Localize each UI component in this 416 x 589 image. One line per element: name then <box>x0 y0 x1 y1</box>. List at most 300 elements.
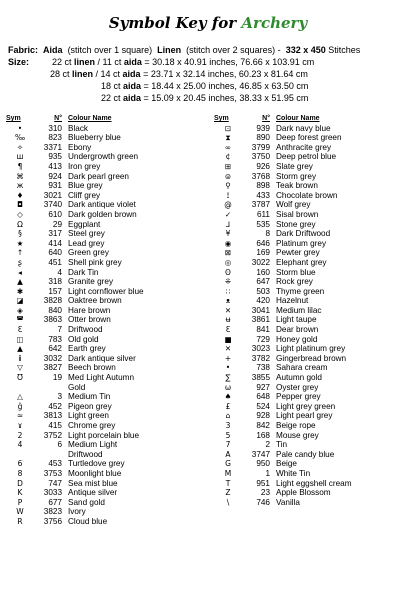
dmc-number-cell: 3753 <box>43 468 62 478</box>
table-row <box>6 296 158 306</box>
colour-name-cell: Apple Blossom <box>276 488 331 498</box>
table-row <box>6 411 158 421</box>
symbol-cell: 2 <box>17 430 23 440</box>
colour-name-cell: Beige <box>276 459 297 469</box>
dmc-number-cell: 729 <box>256 334 270 344</box>
symbol-cell: ◎ <box>224 257 232 267</box>
table-row <box>214 277 366 287</box>
table-row <box>6 239 158 249</box>
dmc-number-cell: 677 <box>48 497 62 507</box>
dmc-number-cell: 842 <box>256 421 270 430</box>
symbol-cell: ¶ <box>17 161 23 171</box>
table-row <box>214 200 366 210</box>
symbol-cell: ◉ <box>224 238 232 248</box>
colour-name-cell: Otter brown <box>68 315 111 325</box>
fabric-stitches-unit: Stitches <box>328 45 361 55</box>
table-row <box>214 181 366 191</box>
table-row <box>6 479 158 489</box>
symbol-cell: ʉ <box>225 315 231 325</box>
dmc-number-cell: 415 <box>48 421 62 430</box>
table-row <box>6 143 158 153</box>
symbol-cell: ⊡ <box>224 123 232 133</box>
table-row <box>214 325 366 335</box>
table-row <box>6 315 158 325</box>
symbol-cell: K <box>17 488 23 498</box>
colour-name-cell: Gingerbread brown <box>276 353 347 363</box>
symbol-key-table-right <box>214 114 366 507</box>
colour-name-cell: Light cornflower blue <box>68 286 144 296</box>
table-row <box>214 488 366 498</box>
colour-name-cell: Lead grey <box>68 238 105 248</box>
header-sym: Sym <box>6 115 21 122</box>
symbol-cell: R <box>17 516 23 526</box>
colour-name-cell: Eggplant <box>68 219 101 229</box>
symbol-cell: ∞ <box>224 142 232 152</box>
table-row <box>6 431 158 441</box>
colour-name-cell: Driftwood <box>68 325 103 335</box>
header-num: N° <box>262 115 270 122</box>
table-row <box>214 383 366 393</box>
colour-name-cell: Antique silver <box>68 488 118 498</box>
dmc-number-cell: 3861 <box>251 315 270 325</box>
dmc-number-cell: 3750 <box>251 152 270 162</box>
symbol-cell: £ <box>225 401 231 411</box>
table-row <box>6 402 158 412</box>
colour-name-cell: Dark Tin <box>68 267 99 277</box>
symbol-cell: W <box>16 507 24 517</box>
colour-name-cell: Gold <box>68 382 86 392</box>
symbol-cell: ⧗ <box>225 133 231 143</box>
symbol-cell: ♠ <box>224 392 232 402</box>
table-row <box>6 258 158 268</box>
table-row <box>214 469 366 479</box>
dmc-number-cell: 3799 <box>251 142 270 152</box>
dmc-number-cell: 823 <box>48 133 62 143</box>
dmc-number-cell: 535 <box>256 219 270 229</box>
table-row <box>6 335 158 345</box>
fabric-stitches: 332 x 450 <box>285 45 326 55</box>
dmc-number-cell: 3827 <box>43 363 62 373</box>
table-row <box>6 383 158 393</box>
table-row <box>214 431 366 441</box>
symbol-cell: ■ <box>224 334 232 344</box>
dmc-number-cell: 610 <box>48 209 62 219</box>
table-row <box>6 363 158 373</box>
table-row <box>214 392 366 402</box>
dmc-number-cell: 3371 <box>43 142 62 152</box>
colour-name-cell: Ebony <box>68 142 92 152</box>
dmc-number-cell: 7 <box>57 325 62 335</box>
symbol-cell: ğ <box>17 401 23 411</box>
dmc-number-cell: 928 <box>256 411 270 421</box>
table-row <box>214 287 366 297</box>
colour-name-cell: Earth grey <box>68 344 106 354</box>
table-row <box>6 392 158 402</box>
dmc-number-cell: 926 <box>256 161 270 171</box>
colour-name-cell: Cloud blue <box>68 516 108 526</box>
symbol-cell: ↑ <box>16 248 24 258</box>
colour-name-cell: Sea mist blue <box>68 478 118 488</box>
table-row <box>214 152 366 162</box>
colour-name-cell: Chocolate brown <box>276 190 338 200</box>
colour-name-cell: Deep forest green <box>276 133 342 143</box>
colour-name-cell: Medium lilac <box>276 305 322 315</box>
dmc-number-cell: 4 <box>57 267 62 277</box>
table-row <box>6 517 158 527</box>
colour-name-cell: Pale candy blue <box>276 449 335 459</box>
dmc-number-cell: 414 <box>48 238 62 248</box>
symbol-cell: ≈ <box>16 411 24 421</box>
symbol-cell: Ʊ <box>17 373 23 383</box>
symbol-cell: ◇ <box>17 209 23 219</box>
symbol-cell: 8 <box>17 468 23 478</box>
symbol-cell: Ɛ <box>225 325 231 335</box>
symbol-cell: ▽ <box>17 363 23 373</box>
colour-name-cell: Light platinum grey <box>276 344 346 354</box>
colour-name-cell: Chrome grey <box>68 421 116 430</box>
symbol-cell: ¢ <box>225 152 231 162</box>
table-row <box>214 248 366 258</box>
symbol-cell: ◚ <box>16 315 24 325</box>
dmc-number-cell: 453 <box>48 459 62 469</box>
table-row <box>6 421 158 431</box>
table-row <box>6 488 158 498</box>
table-row <box>6 344 158 354</box>
symbol-cell: ʘ <box>225 267 231 277</box>
dmc-number-cell: 160 <box>256 267 270 277</box>
table-row <box>6 200 158 210</box>
table-row <box>6 325 158 335</box>
dmc-number-cell: 23 <box>260 488 270 498</box>
symbol-cell: \ <box>226 497 230 507</box>
colour-name-cell: Oyster grey <box>276 382 319 392</box>
table-row <box>6 440 158 450</box>
table-row <box>214 191 366 201</box>
symbol-cell: 4 <box>17 440 23 450</box>
colour-name-cell: Dark navy blue <box>276 123 331 133</box>
size-row: 22 ct aida = 15.09 x 20.45 inches, 38.33 x 51.95 cm <box>101 93 309 103</box>
symbol-cell: ⚲ <box>225 181 231 191</box>
symbol-cell: ✱ <box>16 286 24 296</box>
symbol-cell: ◫ <box>16 334 24 344</box>
colour-name-cell: Honey gold <box>276 334 318 344</box>
dmc-number-cell: 3855 <box>251 373 270 383</box>
table-row <box>214 315 366 325</box>
table-row <box>214 162 366 172</box>
table-row <box>6 373 158 383</box>
dmc-number-cell: 924 <box>48 171 62 181</box>
colour-name-cell: Storm grey <box>276 171 317 181</box>
symbol-cell: T <box>225 478 231 488</box>
colour-name-cell: Wolf grey <box>276 200 311 210</box>
dmc-number-cell: 841 <box>256 325 270 335</box>
symbol-cell: ★ <box>16 238 24 248</box>
colour-name-cell: Green grey <box>68 248 109 258</box>
colour-name-cell: Blueberry blue <box>68 133 121 143</box>
symbol-cell: D <box>17 478 23 488</box>
symbol-cell: ш <box>16 152 24 162</box>
dmc-number-cell: 3041 <box>251 305 270 315</box>
table-row <box>214 229 366 239</box>
colour-name-cell: Oaktree brown <box>68 296 122 306</box>
fabric-linen-note: (stitch over 2 squares) - <box>186 45 281 55</box>
dmc-number-cell: 3782 <box>251 353 270 363</box>
table-row <box>214 498 366 508</box>
dmc-number-cell: 646 <box>256 238 270 248</box>
dmc-number-cell: 3022 <box>251 257 270 267</box>
table-row <box>214 373 366 383</box>
dmc-number-cell: 3023 <box>251 344 270 354</box>
dmc-number-cell: 157 <box>48 286 62 296</box>
colour-name-cell: Dark antique violet <box>68 200 136 210</box>
dmc-number-cell <box>34 450 68 460</box>
colour-name-cell: Teak brown <box>276 181 318 191</box>
colour-name-cell: Hazelnut <box>276 296 309 306</box>
colour-name-cell: Driftwood <box>68 449 103 459</box>
dmc-number-cell: 3787 <box>251 200 270 210</box>
symbol-cell: ✕ <box>224 344 232 354</box>
symbol-cell: 6 <box>17 459 23 469</box>
left-rows <box>6 124 158 527</box>
symbol-key-table-left <box>6 114 158 527</box>
colour-name-cell: Hare brown <box>68 305 111 315</box>
table-row <box>214 258 366 268</box>
colour-name-cell: Thyme green <box>276 286 325 296</box>
symbol-cell: ⊠ <box>224 248 232 258</box>
symbol-cell: ж <box>16 181 24 191</box>
colour-name-cell: Light green <box>68 411 109 421</box>
colour-name-cell: Light eggshell cream <box>276 478 352 488</box>
dmc-number-cell: 451 <box>48 257 62 267</box>
colour-name-cell: Beige rope <box>276 421 316 430</box>
colour-name-cell: Autumn gold <box>276 373 322 383</box>
title-main: Symbol Key for <box>108 14 242 32</box>
symbol-cell: ⟟ <box>226 190 230 200</box>
symbol-cell: P <box>17 497 23 507</box>
table-row <box>6 210 158 220</box>
title-accent: Archery <box>241 14 308 32</box>
colour-name-cell: Ivory <box>68 507 86 517</box>
colour-name-cell: Storm blue <box>276 267 316 277</box>
colour-name-cell: Moonlight blue <box>68 468 122 478</box>
colour-name-cell: Pepper grey <box>276 392 321 402</box>
colour-name-cell: Pigeon grey <box>68 401 112 411</box>
colour-name-cell: Granite grey <box>68 277 114 287</box>
colour-name-cell: Dark golden brown <box>68 209 137 219</box>
header-colour-name: Colour Name <box>276 115 320 122</box>
table-row <box>214 421 366 431</box>
symbol-cell: ⁜ <box>224 277 232 287</box>
dmc-number-cell: 747 <box>48 478 62 488</box>
dmc-number-cell: 647 <box>256 277 270 287</box>
symbol-cell: M <box>224 468 232 478</box>
table-row <box>214 133 366 143</box>
symbol-cell: ♦ <box>16 190 24 200</box>
colour-name-cell: White Tin <box>276 468 311 478</box>
symbol-cell: A <box>225 449 231 459</box>
fabric-linen: Linen <box>157 45 182 55</box>
symbol-cell: ω <box>224 382 232 392</box>
colour-name-cell: Sisal brown <box>276 209 319 219</box>
dmc-number-cell: 746 <box>256 497 270 507</box>
dmc-number-cell: 452 <box>48 401 62 411</box>
header-sym: Sym <box>214 115 229 122</box>
symbol-cell: + <box>224 353 232 363</box>
colour-name-cell: Dark pearl green <box>68 171 129 181</box>
dmc-number-cell: 927 <box>256 382 270 392</box>
symbol-cell: Z <box>225 488 231 498</box>
header-num: N° <box>54 115 62 122</box>
table-row <box>214 306 366 316</box>
dmc-number-cell: 420 <box>256 296 270 306</box>
dmc-number-cell: 890 <box>256 133 270 143</box>
symbol-cell: Ɛ <box>17 325 23 335</box>
table-row <box>6 450 158 460</box>
dmc-number-cell: 169 <box>256 248 270 258</box>
symbol-cell: ⊜ <box>224 171 232 181</box>
symbol-cell: ⅃ <box>225 219 231 229</box>
colour-name-cell: Deep petrol blue <box>276 152 337 162</box>
table-row <box>6 124 158 134</box>
table-row <box>214 172 366 182</box>
table-row <box>6 181 158 191</box>
symbol-cell: @ <box>224 200 232 210</box>
colour-name-cell: Slate grey <box>276 161 313 171</box>
table-row <box>6 287 158 297</box>
table-row <box>6 459 158 469</box>
symbol-cell: ¥ <box>225 229 231 239</box>
colour-name-cell: Shell pink grey <box>68 257 122 267</box>
colour-name-cell: Undergrowth green <box>68 152 139 162</box>
table-row <box>6 248 158 258</box>
dmc-number-cell: 935 <box>48 152 62 162</box>
dmc-number-cell: 898 <box>256 181 270 191</box>
symbol-cell: ⊞ <box>224 161 232 171</box>
table-row <box>214 479 366 489</box>
symbol-cell: ‰ <box>14 133 26 143</box>
dmc-number-cell <box>34 383 68 393</box>
dmc-number-cell: 3863 <box>43 315 62 325</box>
symbol-cell: 3 <box>225 421 231 430</box>
table-row <box>6 498 158 508</box>
symbol-cell: ✓ <box>224 209 232 219</box>
table-row <box>6 268 158 278</box>
dmc-number-cell: 29 <box>52 219 62 229</box>
symbol-cell: ◈ <box>17 305 23 315</box>
size-row: 18 ct aida = 18.44 x 25.00 inches, 46.85 x 63.50 cm <box>101 81 309 91</box>
colour-name-cell: Medium Light <box>68 440 118 450</box>
colour-name-cell: Beech brown <box>68 363 116 373</box>
colour-name-cell: Pewter grey <box>276 248 320 258</box>
symbol-cell: 5 <box>225 430 231 440</box>
table-row <box>6 507 158 517</box>
dmc-number-cell: 3740 <box>43 200 62 210</box>
table-row <box>6 469 158 479</box>
dmc-number-cell: 310 <box>48 123 62 133</box>
table-row <box>214 220 366 230</box>
colour-name-cell: Platinum grey <box>276 238 327 248</box>
colour-name-cell: Steel grey <box>68 229 105 239</box>
symbol-cell: ᴥ <box>225 296 231 306</box>
dmc-number-cell: 168 <box>256 430 270 440</box>
table-row <box>214 363 366 373</box>
symbol-cell: ✧ <box>16 142 24 152</box>
symbol-cell: ▲ <box>17 277 23 287</box>
dmc-number-cell: 951 <box>256 478 270 488</box>
table-row <box>214 344 366 354</box>
table-row <box>214 143 366 153</box>
colour-name-cell: Sahara cream <box>276 363 328 373</box>
fabric-aida-note: (stitch over 1 square) <box>67 45 153 55</box>
dmc-number-cell: 3768 <box>251 171 270 181</box>
symbol-cell: 7 <box>225 440 231 450</box>
dmc-number-cell: 2 <box>265 440 270 450</box>
symbol-cell: ◪ <box>16 296 24 306</box>
colour-name-cell: Medium Tin <box>68 392 111 402</box>
dmc-number-cell: 433 <box>256 190 270 200</box>
table-row <box>214 296 366 306</box>
symbol-cell: ⌂ <box>225 411 231 421</box>
symbol-cell: ◘ <box>17 200 23 210</box>
table-row <box>6 172 158 182</box>
colour-name-cell: Light grey green <box>276 401 336 411</box>
table-row <box>6 229 158 239</box>
symbol-cell: ▲ <box>17 344 23 354</box>
dmc-number-cell: 648 <box>256 392 270 402</box>
size-row: 28 ct linen / 14 ct aida = 23.71 x 32.14 inches, 60.23 x 81.64 cm <box>50 69 308 79</box>
colour-name-cell: Turtledove grey <box>68 459 125 469</box>
dmc-number-cell: 1 <box>265 468 270 478</box>
table-row <box>214 459 366 469</box>
colour-name-cell: Light taupe <box>276 315 317 325</box>
dmc-number-cell: 19 <box>52 373 62 383</box>
symbol-cell: ɤ <box>17 421 23 430</box>
table-row <box>214 440 366 450</box>
dmc-number-cell: 8 <box>265 229 270 239</box>
colour-name-cell: Sand gold <box>68 497 105 507</box>
colour-name-cell: Tin <box>276 440 288 450</box>
colour-name-cell: Med Light Autumn <box>68 373 134 383</box>
symbol-cell: ʂ <box>18 257 22 267</box>
symbol-cell: Ω <box>17 219 23 229</box>
colour-name-cell: Stone grey <box>276 219 316 229</box>
dmc-number-cell: 611 <box>256 209 270 219</box>
table-row <box>6 277 158 287</box>
fabric-line <box>8 45 416 55</box>
colour-name-cell: Mouse grey <box>276 430 319 440</box>
symbol-cell: § <box>18 229 22 239</box>
dmc-number-cell: 3747 <box>251 449 270 459</box>
dmc-number-cell: 642 <box>48 344 62 354</box>
table-row <box>214 354 366 364</box>
symbol-cell: ∑ <box>225 373 231 383</box>
symbol-cell: • <box>17 123 23 133</box>
symbol-cell: △ <box>17 392 23 402</box>
header-colour-name: Colour Name <box>68 115 112 122</box>
dmc-number-cell: 3813 <box>43 411 62 421</box>
table-row <box>6 133 158 143</box>
colour-name-cell: Rock grey <box>276 277 313 287</box>
table-row <box>214 239 366 249</box>
colour-name-cell: Light porcelain blue <box>68 430 140 440</box>
symbol-cell <box>6 383 34 393</box>
dmc-number-cell: 413 <box>48 161 62 171</box>
table-row <box>214 402 366 412</box>
dmc-number-cell: 640 <box>48 248 62 258</box>
dmc-number-cell: 3032 <box>43 353 62 363</box>
dmc-number-cell: 3823 <box>43 507 62 517</box>
dmc-number-cell: 931 <box>48 181 62 191</box>
